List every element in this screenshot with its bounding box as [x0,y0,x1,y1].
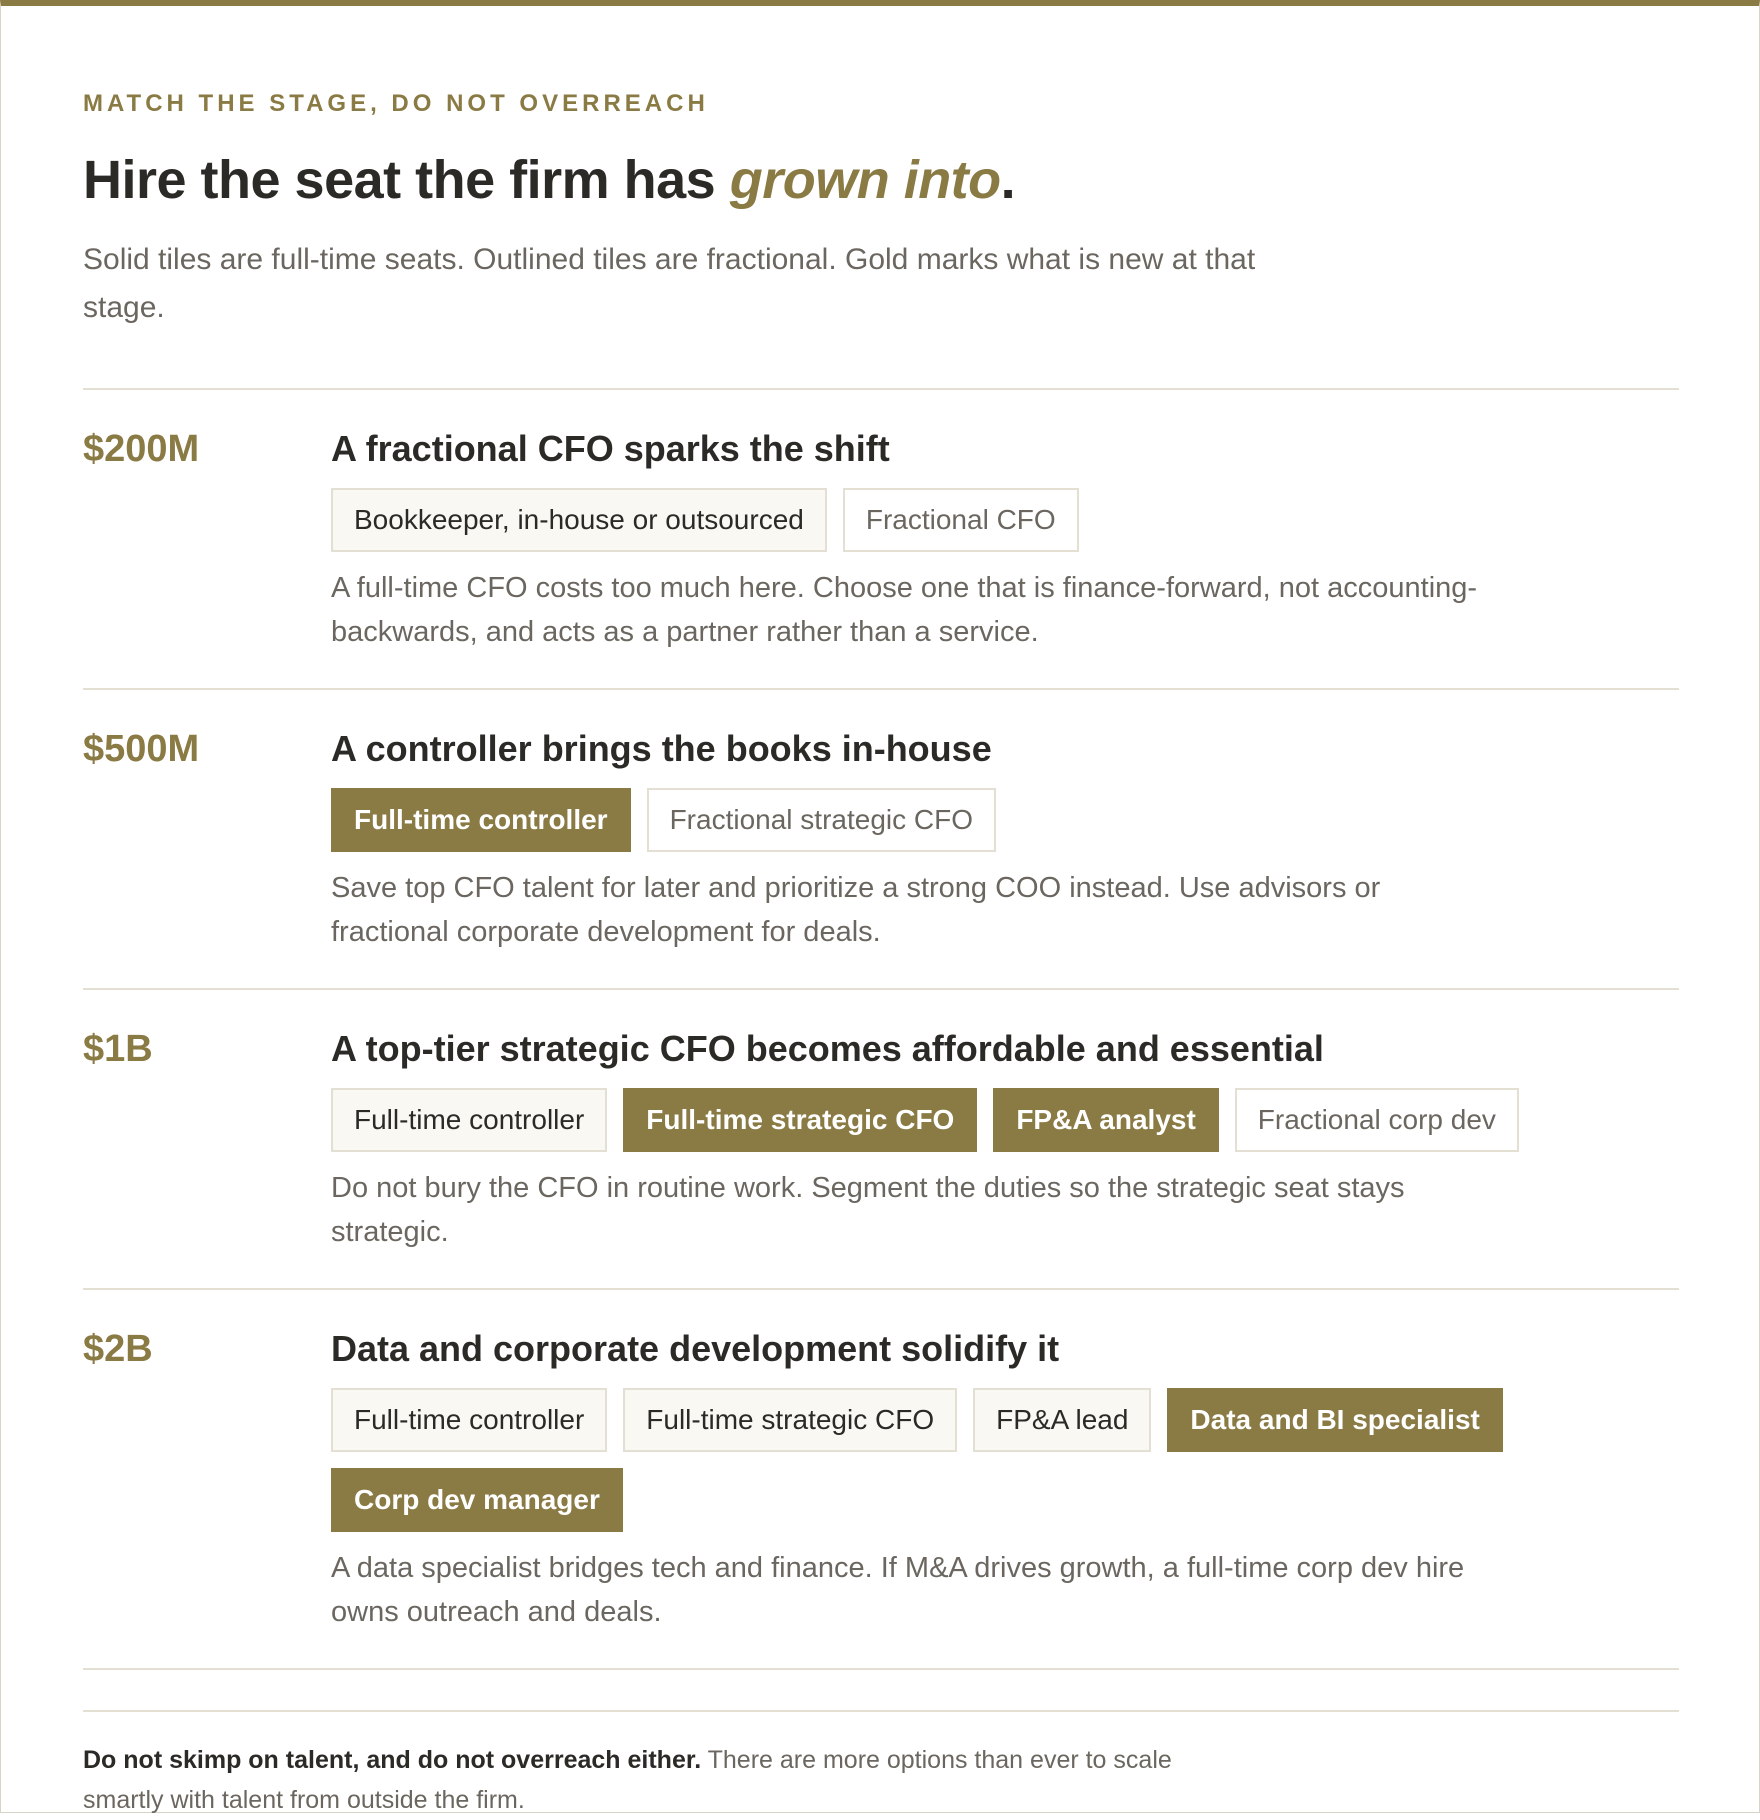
stage-heading: A controller brings the books in-house [331,728,992,769]
intro-text: Solid tiles are full-time seats. Outlined tiles are fractional. Gold marks what is new at that stage. [83,243,1256,324]
stage-amount: $500M [83,728,200,770]
stage-note: A data specialist bridges tech and finance. If M&A drives growth, a full-time corp dev hire owns outreach and deals. [331,1552,1465,1628]
footer-bold: Do not skimp on talent, and do not overreach either. [83,1746,702,1774]
stage-heading: A fractional CFO sparks the shift [331,428,890,469]
stage-note: Do not bury the CFO in routine work. Segment the duties so the strategic seat stays strategic. [331,1172,1405,1248]
role-tile-fractional: Fractional corp dev [1235,1088,1519,1152]
role-tile-new: Data and BI specialist [1167,1388,1502,1452]
title-text: Hire the seat the firm has [83,150,730,210]
stage-heading: A top-tier strategic CFO becomes affordable and essential [331,1028,1324,1069]
stage-amount: $2B [83,1328,153,1370]
footer-text [83,1740,1183,1820]
footer [83,1710,1679,1820]
stage-row [83,690,1679,990]
document-content [83,88,1679,1820]
role-tile-new: Full-time strategic CFO [623,1088,977,1152]
stage-amount: $200M [83,428,200,470]
role-tile-fractional: Fractional CFO [843,488,1079,552]
title-accent: grown into [729,150,1001,210]
stage-body [331,1326,1679,1634]
stage-amount: $1B [83,1028,153,1070]
page-title [83,148,1679,212]
role-tile-new: Full-time controller [331,788,631,852]
eyebrow: MATCH THE STAGE, DO NOT OVERREACH [83,90,709,117]
stage-heading: Data and corporate development solidify it [331,1328,1060,1369]
stage-body [331,426,1679,654]
stage-row [83,1290,1679,1670]
role-tiles [331,1088,1531,1152]
role-tile-new: Corp dev manager [331,1468,623,1532]
stage-body [331,1026,1679,1254]
role-tile-new: FP&A analyst [993,1088,1218,1152]
title-period: . [1000,150,1016,210]
role-tile-solid: Full-time controller [331,1388,607,1452]
stage-row [83,390,1679,690]
role-tile-solid: FP&A lead [973,1388,1151,1452]
stage-note: A full-time CFO costs too much here. Choose one that is finance-forward, not accounting-backwards, and acts as a partner rather than a service. [331,572,1478,648]
stage-list [83,388,1679,1670]
role-tiles [331,1388,1531,1532]
role-tiles [331,488,1531,552]
role-tiles [331,788,1531,852]
stage-row [83,990,1679,1290]
stage-note: Save top CFO talent for later and prioritize a strong COO instead. Use advisors or fractional corporate development for deals. [331,872,1381,948]
role-tile-solid: Full-time strategic CFO [623,1388,957,1452]
role-tile-fractional: Fractional strategic CFO [647,788,996,852]
role-tile-solid: Full-time controller [331,1088,607,1152]
stage-body [331,726,1679,954]
role-tile-solid: Bookkeeper, in-house or outsourced [331,488,827,552]
footer-rest: There are more options than ever to scale smartly with talent from outside the firm. [83,1746,1172,1814]
